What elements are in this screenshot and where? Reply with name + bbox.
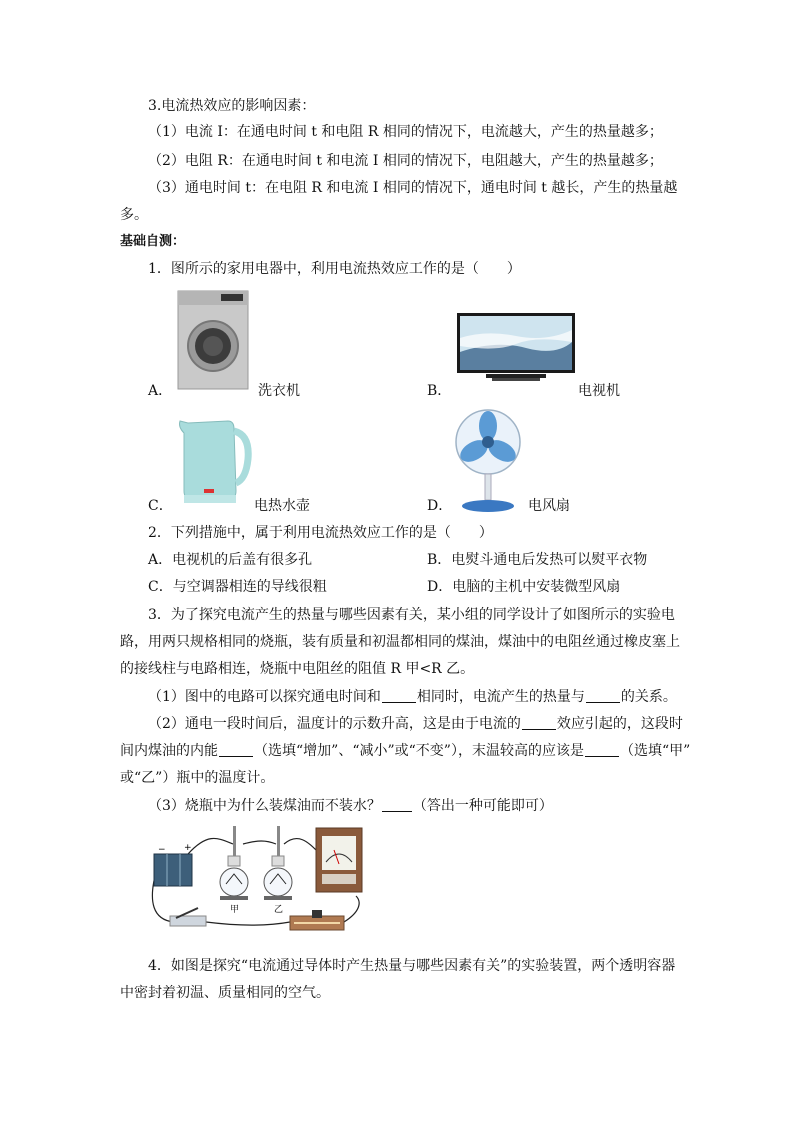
- answer-blank[interactable]: [586, 688, 620, 703]
- q3-part-3: （3）烧瓶中为什么装煤油而不装水？ （答出一种可能即可）: [148, 798, 553, 814]
- heading-self-test: 基础自测：: [120, 234, 186, 249]
- answer-blank[interactable]: [585, 742, 619, 757]
- q3-part-1: （1）图中的电路可以探究通电时间和 相同时，电流产生的热量与 的关系。: [148, 689, 677, 705]
- battery-icon: [154, 843, 192, 886]
- q3-stem-1: 3．为了探究电流产生的热量与哪些因素有关，某小组的同学设计了如图所示的实验电: [148, 607, 675, 623]
- electric-fan-icon: [452, 408, 524, 514]
- q3-part-2-end: 或“乙”）瓶中的温度计。: [120, 770, 275, 786]
- q4-stem-1: 4．如图是探究“电流通过导体时产生热量与哪些因素有关”的实验装置，两个透明容器: [148, 958, 676, 974]
- q1-stem: 1．图所示的家用电器中，利用电流热效应工作的是（ ）: [148, 261, 521, 277]
- q3-stem-2: 路，用两只规格相同的烧瓶，装有质量和初温都相同的煤油，煤油中的电阻丝通过橡皮塞上: [120, 634, 680, 650]
- flask-icon: [264, 826, 292, 900]
- answer-blank[interactable]: [522, 715, 556, 730]
- q2-option-c: C．与空调器相连的导线很粗: [148, 579, 327, 595]
- svg-text:−: −: [158, 845, 166, 855]
- svg-text:+: +: [184, 843, 192, 853]
- electric-kettle-icon: [176, 413, 252, 505]
- flask-icon: [220, 826, 248, 900]
- q1-option-c-label: 电热水壶: [254, 498, 310, 514]
- q1-option-a-label: 洗衣机: [258, 383, 300, 399]
- experiment-circuit-diagram: [148, 822, 378, 944]
- q2-option-a: A．电视机的后盖有很多孔: [148, 552, 313, 568]
- factor-resistance: （2）电阻 R：在通电时间 t 和电流 I 相同的情况下，电阻越大，产生的热量越多；: [148, 153, 663, 169]
- q1-option-d-letter: D．: [427, 498, 453, 514]
- television-icon: [456, 312, 576, 384]
- washing-machine-icon: [177, 290, 249, 390]
- ammeter-icon: [316, 828, 362, 892]
- factor-current: （1）电流 I：在通电时间 t 和电阻 R 相同的情况下，电流越大，产生的热量越多；: [148, 124, 663, 140]
- q2-option-b: B．电熨斗通电后发热可以熨平衣物: [427, 552, 648, 568]
- answer-blank[interactable]: [382, 797, 412, 812]
- section-title: 3.电流热效应的影响因素：: [148, 98, 316, 114]
- q4-stem-2: 中密封着初温、质量相同的空气。: [120, 985, 330, 1001]
- q2-stem: 2．下列措施中，属于利用电流热效应工作的是（ ）: [148, 525, 493, 541]
- q3-stem-3: 的接线柱与电路相连，烧瓶中电阻丝的阻值 R 甲<R 乙。: [120, 661, 475, 677]
- q1-option-d-label: 电风扇: [528, 498, 570, 514]
- factor-time-cont: 多。: [120, 207, 148, 223]
- flask-label-yi: 乙: [274, 905, 284, 915]
- q3-part-2: （2）通电一段时间后，温度计的示数升高，这是由于电流的 效应引起的，这段时: [148, 716, 683, 732]
- answer-blank[interactable]: [382, 688, 416, 703]
- switch-icon: [170, 908, 206, 926]
- factor-time: （3）通电时间 t：在电阻 R 和电流 I 相同的情况下，通电时间 t 越长，产生的热量越: [148, 180, 678, 196]
- q3-part-2-cont: 间内煤油的内能 （选填“增加”、“减小”或“不变”），末温较高的应该是 （选填“甲”: [120, 743, 691, 759]
- q2-option-d: D．电脑的主机中安装微型风扇: [427, 579, 621, 595]
- answer-blank[interactable]: [219, 742, 253, 757]
- q1-option-a-letter: A．: [148, 383, 173, 399]
- q1-option-b-label: 电视机: [578, 383, 620, 399]
- flask-label-jia: 甲: [230, 905, 240, 915]
- rheostat-icon: [290, 910, 344, 930]
- q1-option-c-letter: C．: [148, 498, 173, 514]
- q1-option-b-letter: B．: [427, 383, 452, 399]
